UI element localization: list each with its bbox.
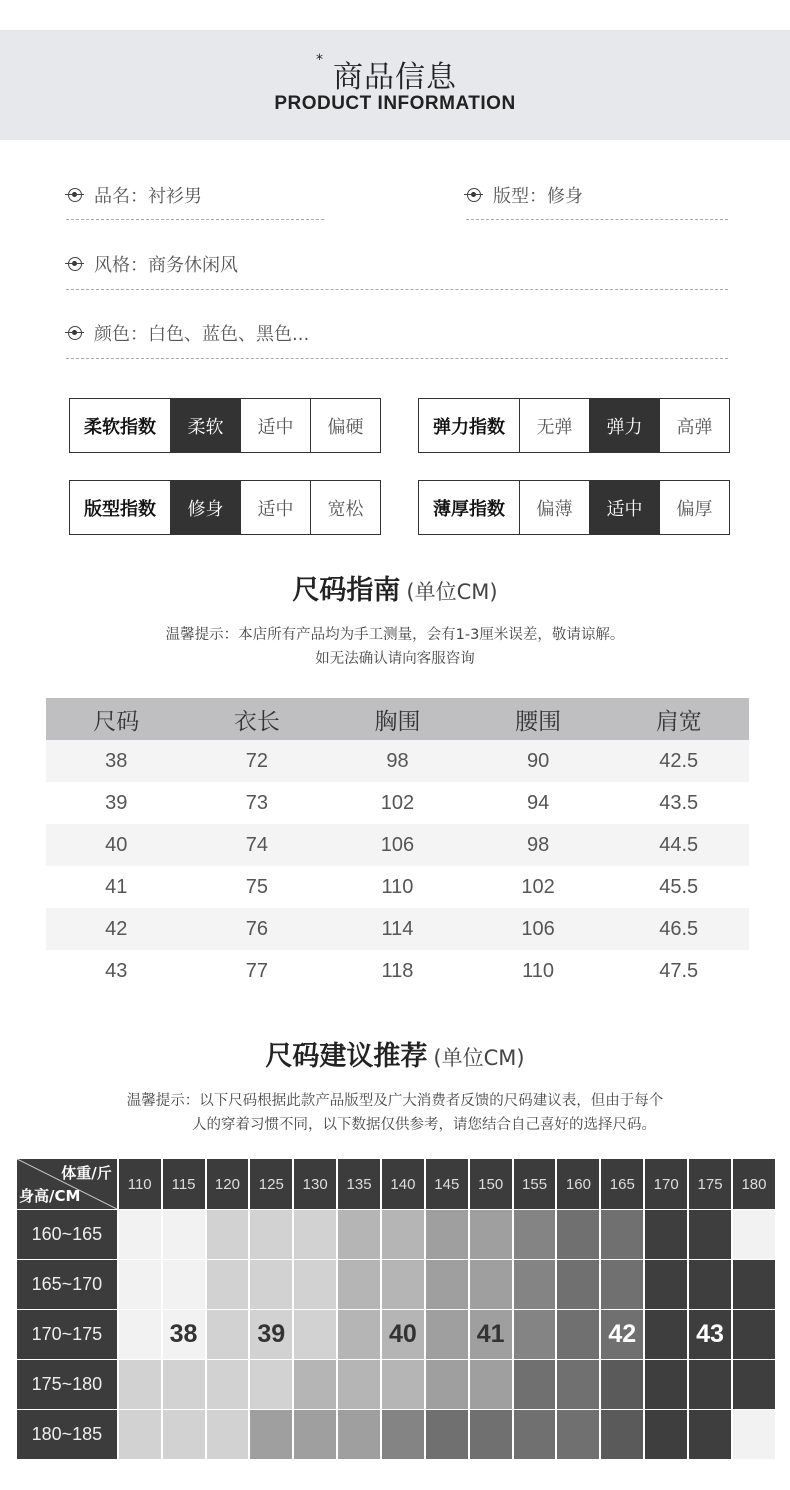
grid-corner — [17, 1159, 117, 1209]
grid-cell — [514, 1310, 556, 1359]
size-label: 41 — [470, 1310, 512, 1359]
grid-cell — [426, 1360, 468, 1409]
divider — [466, 219, 728, 220]
index-option: 柔软 — [170, 399, 240, 452]
table-cell: 90 — [468, 740, 609, 782]
header-title-en: PRODUCT INFORMATION — [274, 93, 516, 114]
size-label: 43 — [689, 1310, 731, 1359]
recommend-title — [0, 1034, 790, 1073]
weight-header: 140 — [382, 1159, 424, 1209]
grid-cell — [294, 1310, 336, 1359]
grid-cell — [470, 1360, 512, 1409]
index-label: 版型指数 — [84, 498, 156, 520]
size-table-header — [46, 698, 749, 740]
height-header: 180~185 — [17, 1410, 117, 1459]
grid-cell — [645, 1410, 687, 1459]
weight-header-row — [17, 1159, 775, 1209]
index-option: 适中 — [589, 481, 659, 534]
table-cell: 45.5 — [659, 875, 699, 898]
index-option: 适中 — [240, 399, 310, 452]
recommend-tip-line1: 温馨提示：以下尺码根据此款产品版型及广大消费者反馈的尺码建议表，但由于每个 — [126, 1093, 664, 1109]
table-cell: 72 — [187, 740, 328, 782]
target-bullet-icon — [68, 188, 82, 202]
grid-cell — [557, 1360, 599, 1409]
grid-cell — [514, 1260, 556, 1309]
column-header: 腰围 — [468, 698, 609, 740]
table-cell: 102 — [521, 875, 555, 898]
recommend-tip-line2: 人的穿着习惯不同，以下数据仅供参考，请您结合自己喜好的选择尺码。 — [192, 1117, 656, 1133]
recommend-grid — [15, 1158, 777, 1460]
grid-cell — [119, 1410, 161, 1459]
grid-cell — [426, 1410, 468, 1459]
table-row — [46, 782, 749, 824]
weight-header: 110 — [119, 1159, 161, 1209]
size-label: 38 — [163, 1310, 205, 1359]
info-fit-text: 版型：修身 — [493, 186, 583, 207]
thickness-index — [418, 480, 730, 535]
table-row — [46, 950, 749, 992]
weight-header: 170 — [645, 1159, 687, 1209]
grid-cell — [733, 1310, 775, 1359]
grid-cell — [426, 1310, 468, 1359]
index-option: 弹力 — [589, 399, 659, 452]
index-option: 宽松 — [310, 481, 380, 534]
weight-header: 125 — [250, 1159, 292, 1209]
header-title-cn: 商品信息 — [333, 60, 457, 95]
size-table — [46, 698, 749, 992]
grid-cell — [250, 1360, 292, 1409]
grid-cell — [645, 1360, 687, 1409]
grid-cell — [250, 1410, 292, 1459]
index-option: 偏薄 — [519, 481, 589, 534]
table-cell: 106 — [327, 824, 468, 866]
table-cell: 98 — [327, 740, 468, 782]
grid-cell — [514, 1360, 556, 1409]
column-header: 衣长 — [187, 698, 328, 740]
grid-cell — [207, 1210, 249, 1259]
grid-cell — [338, 1260, 380, 1309]
table-cell: 114 — [327, 908, 468, 950]
size-label: 42 — [601, 1310, 643, 1359]
column-header: 胸围 — [327, 698, 468, 740]
grid-cell — [426, 1260, 468, 1309]
grid-cell — [733, 1410, 775, 1459]
fit-index — [69, 480, 381, 535]
column-header: 尺码 — [46, 698, 187, 740]
grid-cell — [514, 1210, 556, 1259]
table-row — [46, 824, 749, 866]
grid-cell — [470, 1260, 512, 1309]
grid-cell — [470, 1210, 512, 1259]
table-cell: 44.5 — [608, 824, 749, 866]
grid-cell — [382, 1360, 424, 1409]
table-cell: 77 — [245, 959, 269, 982]
grid-cell — [294, 1260, 336, 1309]
height-row — [17, 1260, 775, 1309]
grid-cell — [733, 1260, 775, 1309]
grid-cell — [645, 1260, 687, 1309]
index-option: 适中 — [240, 481, 310, 534]
index-option: 偏厚 — [659, 481, 729, 534]
divider — [66, 289, 728, 290]
table-cell: 47.5 — [659, 959, 699, 982]
elasticity-index — [418, 398, 730, 453]
weight-header: 165 — [601, 1159, 643, 1209]
height-row — [17, 1360, 775, 1409]
grid-cell — [382, 1410, 424, 1459]
grid-cell — [294, 1210, 336, 1259]
grid-cell — [250, 1260, 292, 1309]
table-cell: 110 — [522, 959, 555, 982]
grid-cell — [601, 1260, 643, 1309]
grid-cell — [163, 1260, 205, 1309]
height-header: 170~175 — [17, 1310, 117, 1359]
table-cell: 43 — [105, 959, 128, 982]
recommend-tip — [0, 1089, 790, 1137]
table-cell: 110 — [381, 875, 414, 898]
weight-header: 115 — [163, 1159, 205, 1209]
height-header: 165~170 — [17, 1260, 117, 1309]
weight-header: 135 — [338, 1159, 380, 1209]
table-cell: 41 — [105, 875, 128, 898]
weight-axis-label: 体重/斤 — [61, 1164, 112, 1182]
info-color-text: 颜色：白色、蓝色、黑色... — [94, 324, 310, 345]
target-bullet-icon — [68, 326, 82, 340]
grid-cell — [426, 1210, 468, 1259]
height-header: 175~180 — [17, 1360, 117, 1409]
grid-cell — [338, 1410, 380, 1459]
grid-cell — [294, 1410, 336, 1459]
grid-cell — [689, 1360, 731, 1409]
info-style — [68, 249, 238, 279]
target-bullet-icon — [68, 257, 82, 271]
table-cell: 42 — [46, 908, 187, 950]
grid-cell — [689, 1410, 731, 1459]
grid-cell — [557, 1260, 599, 1309]
height-header: 160~165 — [17, 1210, 117, 1259]
weight-header: 145 — [426, 1159, 468, 1209]
grid-cell — [689, 1210, 731, 1259]
table-cell: 102 — [380, 791, 415, 814]
info-name — [68, 180, 202, 210]
info-name-text: 品名：衬衫男 — [94, 186, 202, 207]
column-header: 肩宽 — [608, 698, 749, 740]
table-cell: 40 — [46, 824, 187, 866]
weight-header: 120 — [207, 1159, 249, 1209]
grid-cell — [645, 1210, 687, 1259]
grid-cell — [294, 1360, 336, 1409]
grid-cell — [557, 1210, 599, 1259]
weight-header: 180 — [733, 1159, 775, 1209]
grid-cell — [645, 1310, 687, 1359]
grid-cell — [601, 1360, 643, 1409]
table-cell: 46.5 — [608, 908, 749, 950]
info-fit — [467, 180, 583, 210]
table-cell: 98 — [468, 824, 609, 866]
size-guide-tip-line2: 如无法确认请向客服咨询 — [315, 651, 475, 667]
grid-cell — [338, 1310, 380, 1359]
grid-cell — [382, 1260, 424, 1309]
grid-cell — [207, 1310, 249, 1359]
grid-cell — [382, 1210, 424, 1259]
grid-cell — [557, 1410, 599, 1459]
size-label: 39 — [250, 1310, 292, 1359]
grid-cell — [689, 1260, 731, 1309]
weight-header: 130 — [294, 1159, 336, 1209]
height-axis-label: 身高/CM — [19, 1187, 81, 1205]
index-label: 薄厚指数 — [433, 498, 505, 520]
table-cell: 76 — [187, 908, 328, 950]
index-option: 修身 — [170, 481, 240, 534]
grid-cell — [557, 1310, 599, 1359]
index-option: 高弹 — [659, 399, 729, 452]
grid-cell — [338, 1210, 380, 1259]
table-cell: 118 — [381, 959, 414, 982]
recommend-title-text: 尺码建议推荐 — [265, 1041, 428, 1072]
grid-cell — [207, 1360, 249, 1409]
table-cell: 43.5 — [659, 791, 699, 814]
target-bullet-icon — [467, 188, 481, 202]
table-cell: 75 — [245, 875, 269, 898]
table-row — [46, 740, 749, 782]
size-guide-tip — [0, 623, 790, 671]
grid-cell — [601, 1210, 643, 1259]
grid-cell — [119, 1260, 161, 1309]
header-star: * — [316, 52, 323, 68]
size-guide-title-text: 尺码指南 — [292, 575, 401, 606]
recommend-unit: (单位CM) — [433, 1046, 525, 1070]
table-cell: 42.5 — [608, 740, 749, 782]
grid-cell — [733, 1360, 775, 1409]
table-cell: 73 — [245, 791, 269, 814]
index-option: 偏硬 — [310, 399, 380, 452]
weight-header: 150 — [470, 1159, 512, 1209]
index-option: 无弹 — [519, 399, 589, 452]
info-style-text: 风格：商务休闲风 — [94, 255, 238, 276]
divider — [66, 358, 728, 359]
grid-cell — [338, 1360, 380, 1409]
divider — [66, 219, 324, 220]
info-color — [68, 318, 309, 348]
size-guide-unit: (单位CM) — [406, 580, 498, 604]
height-row — [17, 1210, 775, 1259]
table-cell: 94 — [526, 791, 550, 814]
table-row — [46, 866, 749, 908]
grid-cell — [207, 1410, 249, 1459]
grid-cell — [163, 1360, 205, 1409]
grid-cell — [119, 1310, 161, 1359]
grid-cell — [733, 1210, 775, 1259]
grid-cell — [119, 1360, 161, 1409]
size-label: 40 — [382, 1310, 424, 1359]
table-cell: 74 — [187, 824, 328, 866]
grid-cell — [163, 1410, 205, 1459]
index-label: 柔软指数 — [84, 416, 156, 438]
grid-cell — [514, 1410, 556, 1459]
grid-cell — [250, 1210, 292, 1259]
size-guide-title — [0, 568, 790, 607]
grid-cell — [119, 1210, 161, 1259]
weight-header: 175 — [689, 1159, 731, 1209]
height-row — [17, 1310, 775, 1359]
grid-cell — [470, 1410, 512, 1459]
weight-header: 155 — [514, 1159, 556, 1209]
height-row — [17, 1410, 775, 1459]
size-guide-tip-line1: 温馨提示：本店所有产品均为手工测量，会有1-3厘米误差，敬请谅解。 — [165, 627, 625, 643]
weight-header: 160 — [557, 1159, 599, 1209]
table-row — [46, 908, 749, 950]
product-info-header — [0, 30, 790, 140]
grid-cell — [163, 1210, 205, 1259]
table-cell: 38 — [46, 740, 187, 782]
grid-cell — [601, 1410, 643, 1459]
index-label: 弹力指数 — [433, 416, 505, 438]
softness-index — [69, 398, 381, 453]
table-cell: 39 — [105, 791, 128, 814]
grid-cell — [207, 1260, 249, 1309]
table-cell: 106 — [468, 908, 609, 950]
